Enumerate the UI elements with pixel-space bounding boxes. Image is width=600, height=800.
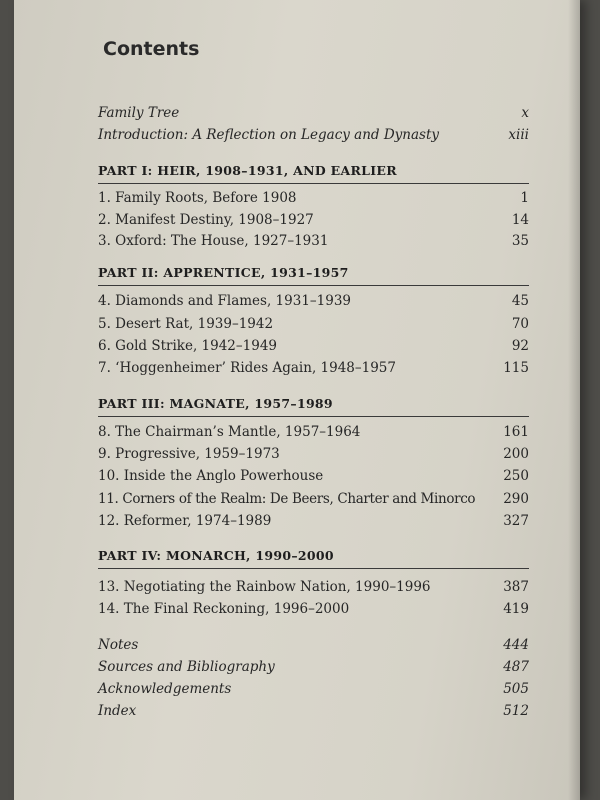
toc-entry-front-1 (98, 103, 529, 123)
part-heading-4: PART IV: MONARCH, 1990–2000 (98, 548, 334, 563)
entry-page: 200 (503, 446, 529, 462)
toc-entry-chapter-10 (98, 466, 529, 486)
toc-entry-chapter-4 (98, 291, 529, 311)
entry-title: 9. Progressive, 1959–1973 (98, 446, 280, 462)
toc-entry-chapter-2 (98, 210, 529, 230)
part-divider-1 (98, 183, 529, 184)
entry-title: 12. Reformer, 1974–1989 (98, 513, 272, 529)
entry-page: 444 (503, 637, 529, 653)
page-title: Contents (103, 38, 200, 60)
entry-page: 487 (503, 659, 529, 675)
page-edge-shadow (568, 0, 580, 800)
entry-page: xiii (508, 127, 529, 143)
entry-title: Acknowledgements (98, 681, 232, 697)
entry-page: 45 (511, 293, 529, 309)
entry-title: 14. The Final Reckoning, 1996–2000 (98, 601, 350, 617)
entry-title: Sources and Bibliography (98, 659, 275, 675)
toc-entry-chapter-11 (98, 489, 529, 509)
part-heading-3: PART III: MAGNATE, 1957–1989 (98, 396, 333, 411)
entry-page: 35 (511, 233, 529, 249)
toc-entry-chapter-7 (98, 358, 529, 378)
entry-title: Index (98, 703, 137, 719)
toc-entry-back-3 (98, 679, 529, 699)
entry-title: 4. Diamonds and Flames, 1931–1939 (98, 293, 352, 309)
entry-page: 70 (511, 316, 529, 332)
toc-entry-chapter-8 (98, 422, 529, 442)
toc-entry-back-4 (98, 701, 529, 721)
entry-page: 327 (503, 513, 529, 529)
toc-entry-chapter-5 (98, 314, 529, 334)
entry-title: 1. Family Roots, Before 1908 (98, 190, 297, 206)
entry-page: 115 (503, 360, 529, 376)
entry-page: 387 (503, 579, 529, 595)
book-page (14, 0, 580, 800)
entry-page: 419 (503, 601, 529, 617)
entry-page: 250 (503, 468, 529, 484)
toc-entry-chapter-1 (98, 188, 529, 208)
entry-page: 161 (503, 424, 529, 440)
entry-title: 3. Oxford: The House, 1927–1931 (98, 233, 329, 249)
toc-entry-chapter-9 (98, 444, 529, 464)
toc-entry-back-2 (98, 657, 529, 677)
toc-entry-chapter-14 (98, 599, 529, 619)
part-divider-4 (98, 568, 529, 569)
toc-entry-chapter-13 (98, 577, 529, 597)
entry-title: Notes (98, 637, 139, 653)
entry-title: 7. ‘Hoggenheimer’ Rides Again, 1948–1957 (98, 360, 396, 376)
entry-page: 290 (503, 491, 529, 507)
entry-page: 1 (520, 190, 529, 206)
entry-title: 6. Gold Strike, 1942–1949 (98, 338, 277, 354)
entry-page: 505 (503, 681, 529, 697)
entry-title: Introduction: A Reflection on Legacy and Dynasty (98, 127, 440, 143)
toc-entry-front-2 (98, 125, 529, 145)
entry-title: 10. Inside the Anglo Powerhouse (98, 468, 324, 484)
entry-title: 2. Manifest Destiny, 1908–1927 (98, 212, 314, 228)
part-divider-3 (98, 416, 529, 417)
toc-entry-chapter-6 (98, 336, 529, 356)
entry-page: x (521, 105, 529, 121)
entry-title: Family Tree (98, 105, 180, 121)
toc-entry-back-1 (98, 635, 529, 655)
toc-entry-chapter-3 (98, 231, 529, 251)
entry-page: 92 (511, 338, 529, 354)
part-divider-2 (98, 285, 529, 286)
entry-title: 5. Desert Rat, 1939–1942 (98, 316, 274, 332)
toc-entry-chapter-12 (98, 511, 529, 531)
entry-title: 11. Corners of the Realm: De Beers, Charter and Minorco (98, 491, 476, 507)
entry-page: 14 (511, 212, 529, 228)
part-heading-1: PART I: HEIR, 1908–1931, AND EARLIER (98, 163, 397, 178)
entry-title: 13. Negotiating the Rainbow Nation, 1990–1996 (98, 579, 431, 595)
entry-page: 512 (503, 703, 529, 719)
entry-title: 8. The Chairman’s Mantle, 1957–1964 (98, 424, 361, 440)
part-heading-2: PART II: APPRENTICE, 1931–1957 (98, 265, 349, 280)
